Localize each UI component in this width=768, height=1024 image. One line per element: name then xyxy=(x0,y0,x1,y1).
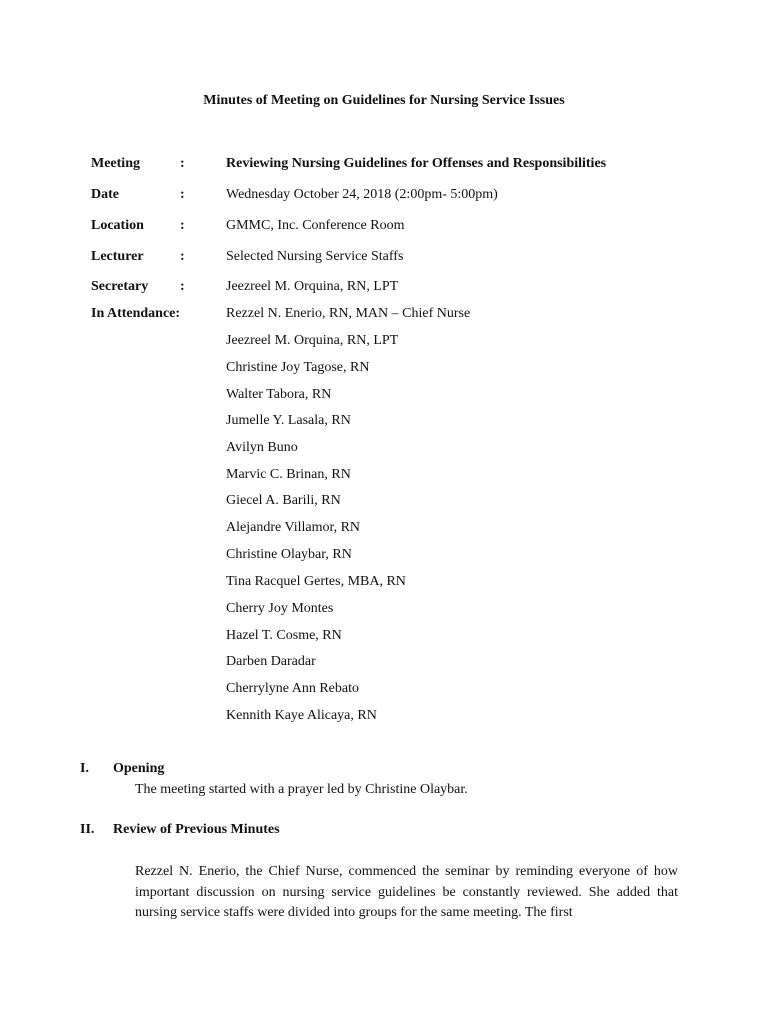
field-secretary xyxy=(0,277,768,297)
field-colon: : xyxy=(180,156,185,171)
attendee-item: Giecel A. Barili, RN xyxy=(226,493,341,508)
field-date xyxy=(0,185,768,205)
field-colon: : xyxy=(180,187,185,202)
field-attendance xyxy=(0,304,768,324)
field-colon: : xyxy=(180,218,185,233)
attendee-item: Avilyn Buno xyxy=(226,440,298,455)
field-value: Reviewing Nursing Guidelines for Offenses and Responsibilities xyxy=(226,156,607,171)
document-title: Minutes of Meeting on Guidelines for Nursing Service Issues xyxy=(203,93,565,108)
field-label: Secretary xyxy=(91,279,149,294)
attendee-item: Kennith Kaye Alicaya, RN xyxy=(226,708,377,723)
attendee-item: Walter Tabora, RN xyxy=(226,387,332,402)
field-colon: : xyxy=(180,249,185,264)
field-value: Wednesday October 24, 2018 (2:00pm- 5:00pm) xyxy=(226,187,498,202)
attendee-item: Jumelle Y. Lasala, RN xyxy=(226,413,351,428)
field-label: In Attendance: xyxy=(91,306,181,321)
section-paragraph: Rezzel N. Enerio, the Chief Nurse, commenced the seminar by reminding everyone of how important discussion on nursing service guidelines be constantly reviewed. She added that nursing service staffs were divided into groups for the same meeting. The first xyxy=(135,864,678,920)
field-label: Date xyxy=(91,187,119,202)
attendee-item: Darben Daradar xyxy=(226,654,316,669)
field-value: GMMC, Inc. Conference Room xyxy=(226,218,405,233)
section-title-review: Review of Previous Minutes xyxy=(113,822,280,837)
section-number: I. xyxy=(80,761,89,776)
attendee-item: Marvic C. Brinan, RN xyxy=(226,467,351,482)
attendee-item: Hazel T. Cosme, RN xyxy=(226,628,342,643)
field-colon: : xyxy=(180,279,185,294)
attendee-item: Jeezreel M. Orquina, RN, LPT xyxy=(226,333,399,348)
field-label: Meeting xyxy=(91,156,140,171)
field-location xyxy=(0,216,768,236)
attendee-item: Alejandre Villamor, RN xyxy=(226,520,361,535)
attendee-item: Christine Joy Tagose, RN xyxy=(226,360,370,375)
section-text: The meeting started with a prayer led by Christine Olaybar. xyxy=(135,782,468,797)
section-title-opening: Opening xyxy=(113,761,165,776)
field-value: Selected Nursing Service Staffs xyxy=(226,249,404,264)
attendee-item: Cherrylyne Ann Rebato xyxy=(226,681,359,696)
section-number: II. xyxy=(80,822,95,837)
attendee-item: Cherry Joy Montes xyxy=(226,601,334,616)
attendee-item: Christine Olaybar, RN xyxy=(226,547,352,562)
field-value: Jeezreel M. Orquina, RN, LPT xyxy=(226,279,399,294)
field-meeting xyxy=(0,154,768,174)
attendee-item: Tina Racquel Gertes, MBA, RN xyxy=(226,574,406,589)
field-lecturer xyxy=(0,247,768,267)
field-value: Rezzel N. Enerio, RN, MAN – Chief Nurse xyxy=(226,306,471,321)
field-label: Lecturer xyxy=(91,249,144,264)
field-label: Location xyxy=(91,218,144,233)
